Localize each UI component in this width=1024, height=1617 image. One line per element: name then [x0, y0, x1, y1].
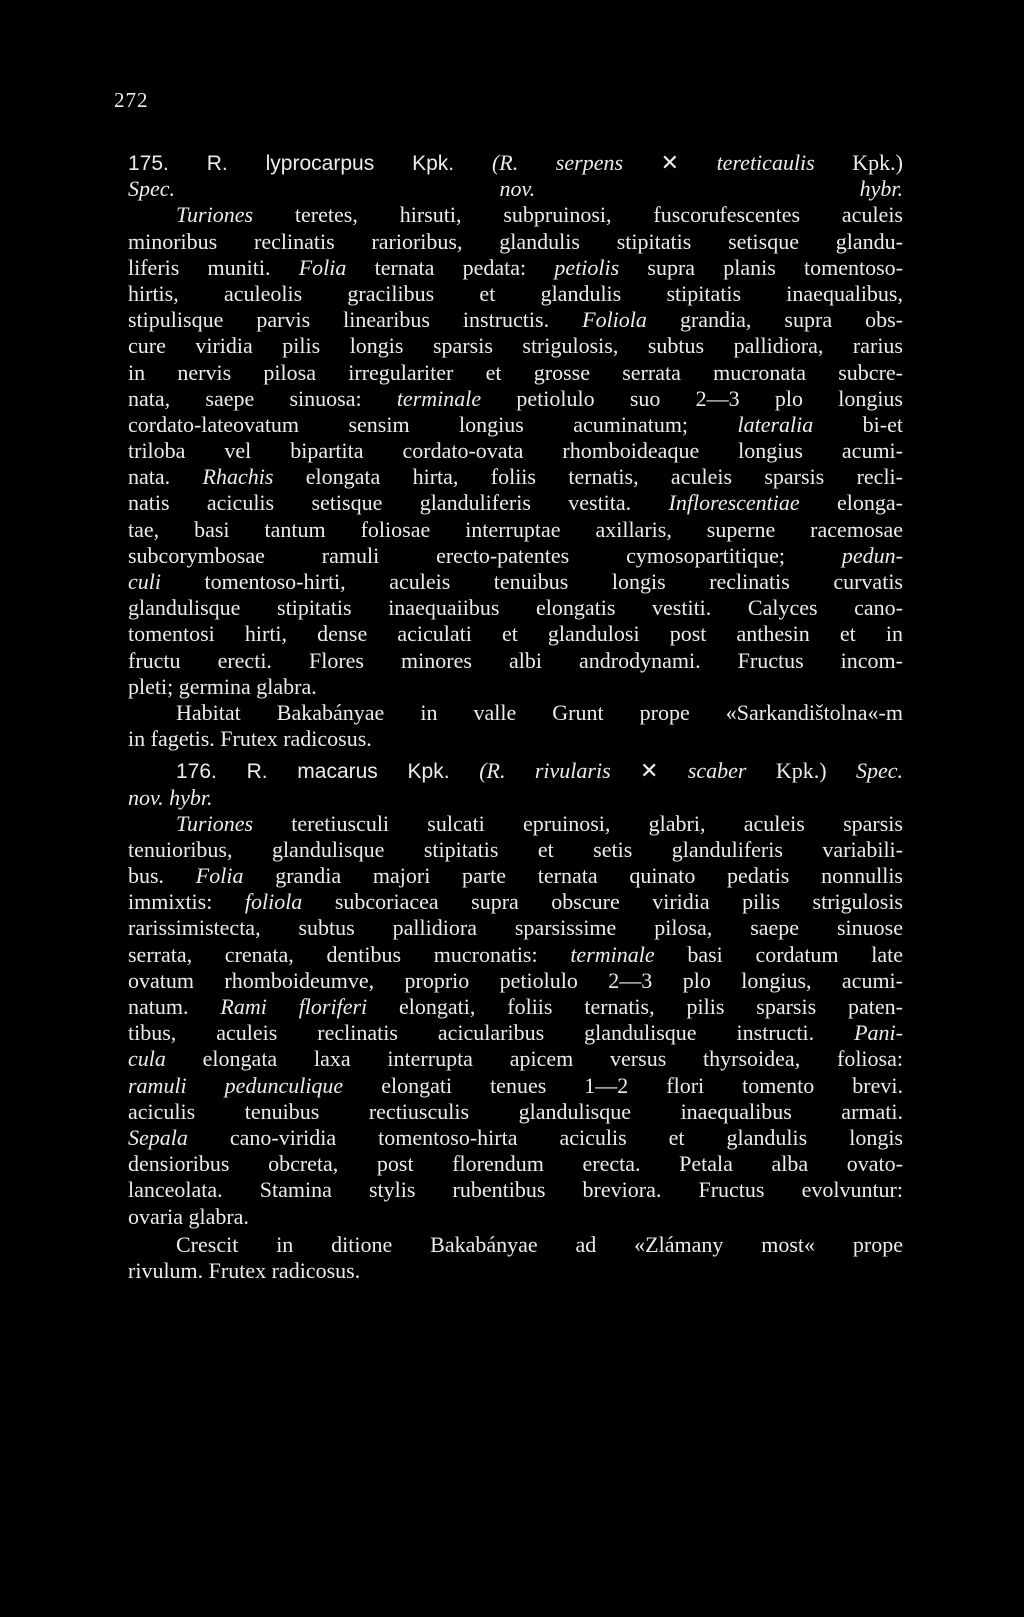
text-line: [128, 255, 903, 281]
text-run: tenuioribus, glandulisque stipitatis et setis glanduliferis variabili-: [128, 836, 903, 862]
text-line: [128, 569, 903, 595]
text-run: Kpk.): [852, 150, 903, 175]
italic-term: lateralia: [737, 411, 863, 437]
text-run: ovatum rhomboideumve, proprio petiolulo 2—3 plo longius, acumi-: [128, 967, 903, 993]
text-line: [128, 1151, 903, 1177]
species-title: 175. R. lyprocarpus Kpk.: [128, 152, 492, 175]
species-175: [128, 150, 903, 752]
text-run: immixtis:: [128, 889, 245, 915]
text-run: hirtis, aculeolis gracilibus et glandulis stipitatis inaequalibus,: [128, 280, 903, 306]
italic-term: Foliola: [582, 307, 680, 333]
italic-term: foliola: [244, 889, 335, 915]
text-line: [128, 464, 903, 490]
text-run: natum.: [128, 994, 221, 1019]
text-line: [128, 360, 903, 386]
text-line: [128, 1125, 903, 1151]
italic-term: (R. rivularis: [479, 758, 641, 784]
text-run: teretiusculi sulcati epruinosi, glabri, aculeis sparsis: [291, 810, 903, 836]
text-line: [128, 1204, 903, 1230]
text-run: in fagetis. Frutex radicosus.: [128, 726, 372, 752]
text-run: bi-et: [862, 411, 903, 437]
text-line: [128, 648, 903, 674]
text-line: [128, 674, 903, 700]
text-line: [128, 915, 903, 941]
text-run: elongata hirta, foliis ternatis, aculeis sparsis recli-: [305, 464, 903, 490]
text-line: [128, 811, 903, 837]
text-line: [128, 837, 903, 863]
text-run: elongati, foliis ternatis, pilis sparsis paten-: [399, 994, 903, 1019]
text-run: Kpk.): [775, 758, 856, 784]
italic-term: petiolis: [554, 254, 648, 280]
text-run: elongata laxa interrupta apicem versus thyrsoidea, foliosa:: [202, 1046, 903, 1072]
italic-term: terminale: [570, 941, 688, 967]
text-line: [128, 1177, 903, 1203]
italic-term: Turiones: [176, 202, 295, 228]
text-run: nata, saepe sinuosa:: [128, 385, 397, 411]
species-176: [128, 758, 903, 1284]
text-run: pleti; germina glabra.: [128, 673, 317, 699]
text-line: [128, 176, 903, 202]
text-line: [128, 942, 903, 968]
text-line: [128, 438, 903, 464]
text-line: [128, 281, 903, 307]
text-line: [128, 700, 903, 726]
text-run: triloba vel bipartita cordato-ovata rhomboideaque longius acumi-: [128, 438, 903, 464]
text-run: tibus, aculeis reclinatis acicularibus glandulisque instructi.: [128, 1020, 855, 1046]
text-run: fructu erecti. Flores minores albi androdynami. Fructus incom-: [128, 647, 903, 673]
text-run: cordato-lateovatum sensim longius acuminatum;: [128, 411, 738, 437]
text-run: stipulisque parvis linearibus instructis.: [128, 307, 583, 333]
text-line: [128, 543, 903, 569]
italic-term: pedun-: [841, 542, 903, 568]
text-line: [128, 785, 903, 811]
text-run: densioribus obcreta, post florendum erecta. Petala alba ovato-: [128, 1151, 903, 1177]
text-run: grandia, supra obs-: [679, 307, 903, 333]
text-run: cure viridia pilis longis sparsis strigulosis, subtus pallidiora, rarius: [128, 333, 903, 359]
text-line: [128, 1099, 903, 1125]
text-run: minoribus reclinatis rarioribus, glandulis stipitatis setisque glandu-: [128, 228, 903, 254]
text-run: basi cordatum late: [687, 941, 903, 967]
text-line: [128, 863, 903, 889]
text-run: rarissimistecta, subtus pallidiora sparsissime pilosa, saepe sinuose: [128, 915, 903, 941]
species-175-description: [128, 202, 903, 700]
italic-term: Rami floriferi: [220, 994, 400, 1019]
species-176-description: [128, 811, 903, 1230]
italic-term: Spec. nov. hybr.: [128, 176, 903, 202]
text-line: [128, 889, 903, 915]
text-run: petiolulo suo 2—3 plo longius: [516, 385, 903, 411]
page-body: [128, 150, 903, 1284]
species-title: 176. R. macarus Kpk.: [176, 760, 480, 784]
italic-term: (R. serpens: [491, 150, 661, 175]
text-run: bus.: [128, 863, 196, 889]
italic-term: scaber: [687, 758, 776, 784]
text-run: liferis muniti.: [128, 254, 299, 280]
text-run: cano-viridia tomentoso-hirta aciculis et glandulis longis: [229, 1124, 903, 1150]
text-run: teretes, hirsuti, subpruinosi, fuscorufescentes aculeis: [294, 202, 903, 228]
italic-term: Rhachis: [202, 464, 306, 490]
text-line: [128, 758, 903, 784]
text-run: Habitat Bakabányae in valle Grunt prope «Sarkandištolna«-m: [176, 699, 903, 725]
text-line: [128, 968, 903, 994]
text-line: [128, 307, 903, 333]
text-run: elongati tenues 1—2 flori tomento brevi.: [381, 1072, 903, 1098]
text-run: supra planis tomentoso-: [647, 254, 904, 280]
text-run: ovaria glabra.: [128, 1203, 249, 1229]
italic-term: Folia: [195, 863, 276, 889]
italic-term: nov. hybr.: [128, 784, 213, 810]
text-run: Crescit in ditione Bakabányae ad «Zlámany most« prope: [176, 1231, 903, 1257]
text-run: natis aciculis setisque glanduliferis vestita.: [128, 490, 669, 516]
italic-term: tereticaulis: [716, 150, 853, 175]
text-run: aciculis tenuibus rectiusculis glandulisque inaequalibus armati.: [128, 1098, 903, 1124]
italic-term: terminale: [396, 385, 517, 411]
text-line: [128, 1020, 903, 1046]
text-line: [128, 1232, 903, 1258]
species-175-heading: [128, 150, 903, 202]
text-line: [128, 1258, 903, 1284]
text-run: glandulisque stipitatis inaequaiibus elongatis vestiti. Calyces cano-: [128, 595, 903, 621]
species-175-habitat: [128, 700, 903, 752]
text-line: [128, 1073, 903, 1099]
italic-term: Sepala: [128, 1124, 230, 1150]
text-run: ternata pedata:: [374, 254, 555, 280]
text-run: in nervis pilosa irregulariter et grosse serrata mucronata subcre-: [128, 359, 903, 385]
text-line: [128, 994, 903, 1020]
text-run: nata.: [128, 464, 203, 490]
italic-term: Folia: [298, 254, 375, 280]
text-line: [128, 595, 903, 621]
species-176-habitat: [128, 1232, 903, 1284]
text-run: grandia majori parte ternata quinato pedatis nonnullis: [275, 863, 903, 889]
text-line: [128, 333, 903, 359]
text-run: ✕: [660, 150, 717, 175]
text-line: [128, 412, 903, 438]
text-run: serrata, crenata, dentibus mucronatis:: [128, 941, 571, 967]
text-run: lanceolata. Stamina stylis rubentibus breviora. Fructus evolvuntur:: [128, 1177, 903, 1203]
text-run: tomentosi hirti, dense aciculati et glandulosi post anthesin et in: [128, 621, 903, 647]
text-run: rivulum. Frutex radicosus.: [128, 1257, 361, 1283]
page-number: 272: [114, 88, 149, 112]
italic-term: ramuli pedunculique: [128, 1072, 382, 1098]
text-line: [128, 490, 903, 516]
text-line: [128, 621, 903, 647]
text-line: [128, 150, 903, 176]
text-run: subcoriacea supra obscure viridia pilis strigulosis: [334, 889, 903, 915]
text-run: tomentoso-hirti, aculeis tenuibus longis reclinatis curvatis: [204, 569, 903, 594]
text-run: subcorymbosae ramuli erecto-patentes cymosopartitique;: [128, 542, 842, 568]
text-line: [128, 386, 903, 412]
text-run: ✕: [640, 758, 688, 784]
text-line: [128, 726, 903, 752]
text-line: [128, 1046, 903, 1072]
italic-term: Inflorescentiae: [668, 490, 838, 516]
italic-term: Turiones: [176, 810, 292, 836]
italic-term: cula: [128, 1046, 203, 1072]
italic-term: Spec.: [855, 758, 903, 784]
text-line: [128, 517, 903, 543]
text-line: [128, 229, 903, 255]
species-176-heading: [128, 758, 903, 810]
italic-term: Pani-: [854, 1020, 903, 1046]
italic-term: culi: [128, 569, 205, 594]
text-line: [128, 202, 903, 228]
text-run: elonga-: [837, 490, 903, 516]
text-run: tae, basi tantum foliosae interruptae axillaris, superne racemosae: [128, 516, 903, 542]
